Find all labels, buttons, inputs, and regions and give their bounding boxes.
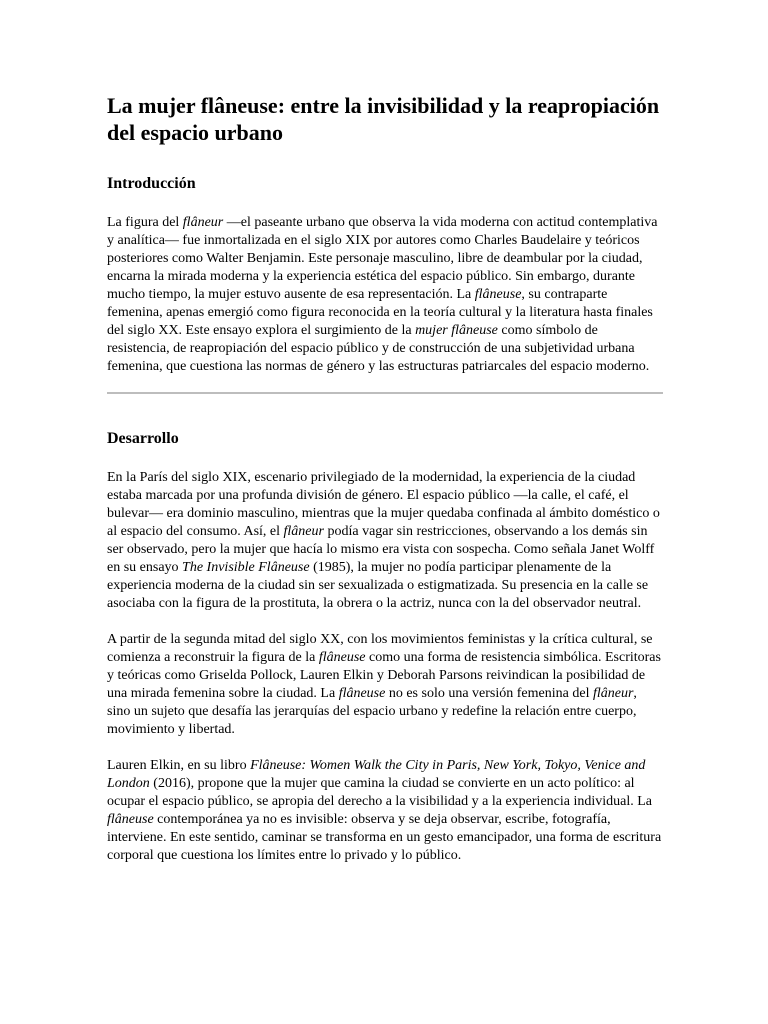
text-run: , sino un sujeto que desafía las jerarquías del espacio urbano y redefine la relación entre cuerpo, movimiento y libertad. bbox=[107, 686, 637, 737]
italic-term: Flâneuse: Women Walk the City in Paris, New York, Tokyo, Venice and London bbox=[107, 758, 646, 791]
italic-term: flâneuse bbox=[338, 686, 386, 701]
paragraph bbox=[107, 214, 663, 376]
text-run: contemporánea ya no es invisible: observa y se deja observar, escribe, fotografía, interviene. En este sentido, caminar se transforma en un gesto emancipador, una forma de escritura corporal que cuestiona los límites entre lo privado y lo público. bbox=[107, 812, 662, 863]
italic-term: The Invisible Flâneuse bbox=[182, 560, 310, 575]
document-title: La mujer flâneuse: entre la invisibilidad y la reapropiación del espacio urbano bbox=[107, 93, 660, 145]
italic-term: mujer flâneuse bbox=[415, 323, 498, 338]
italic-term: flâneuse bbox=[107, 812, 154, 827]
section-divider bbox=[107, 392, 663, 394]
italic-term: flâneur bbox=[592, 686, 634, 701]
paragraph bbox=[107, 469, 663, 613]
italic-term: flâneuse bbox=[474, 287, 522, 302]
section-heading-introduccion: Introducción bbox=[107, 175, 196, 192]
paragraph bbox=[107, 757, 663, 865]
text-run: En la París del siglo XIX, escenario privilegiado de la modernidad, la experiencia de la ciudad estaba marcada por una profunda división de género. El espacio público —la calle, el café, el bulevar— era dominio masculino, mientras que la mujer quedaba confinada al ámbito doméstico o al espacio del consumo. Así, el bbox=[107, 470, 660, 539]
document-page bbox=[107, 92, 663, 865]
text-run: —el paseante urbano que observa la vida moderna con actitud contemplativa y analítica— fue inmortalizada en el siglo XIX por autores como Charles Baudelaire y teóricos posteriores como Walter Benjamin. Este personaje masculino, libre de deambular por la ciudad, encarna la mirada moderna y la experiencia estética del espacio público. Sin embargo, durante mucho tiempo, la mujer estuvo ausente de esa representación. La bbox=[107, 215, 658, 302]
italic-term: flâneur bbox=[283, 524, 324, 539]
text-run: (2016), propone que la mujer que camina la ciudad se convierte en un acto político: al ocupar el espacio público, se apropia del derecho a la visibilidad y a la experiencia individual. La bbox=[107, 776, 653, 809]
text-run: como una forma de resistencia simbólica. Escritoras y teóricas como Griselda Pollock, Lauren Elkin y Deborah Parsons reivindican la posibilidad de una mirada femenina sobre la ciudad. La bbox=[107, 650, 661, 701]
text-run: (1985), la mujer no podía participar plenamente de la experiencia moderna de la ciudad sin ser sexualizada o estigmatizada. Su presencia en la calle se asociaba con la figura de la prostituta, la obrera o la actriz, nunca con la del observador neutral. bbox=[107, 560, 649, 611]
text-run: Lauren Elkin, en su libro bbox=[107, 758, 251, 773]
italic-term: flâneuse bbox=[318, 650, 366, 665]
section-heading-desarrollo: Desarrollo bbox=[107, 430, 179, 447]
text-run: A partir de la segunda mitad del siglo XX, con los movimientos feministas y la crítica cultural, se comienza a reconstruir la figura de la bbox=[107, 632, 653, 665]
paragraph bbox=[107, 631, 663, 739]
italic-term: flâneur bbox=[182, 215, 224, 230]
text-run: La figura del bbox=[107, 215, 183, 230]
text-run: podía vagar sin restricciones, observando a los demás sin ser observado, pero la mujer que hacía lo mismo era vista con sospecha. Como señala Janet Wolff en su ensayo bbox=[107, 524, 655, 575]
text-run: , su contraparte femenina, apenas emergió como figura reconocida en la teoría cultural y la literatura hasta finales del siglo XX. Este ensayo explora el surgimiento de la bbox=[107, 287, 653, 338]
text-run: no es solo una versión femenina del bbox=[385, 686, 593, 701]
text-run: como símbolo de resistencia, de reapropiación del espacio público y de construcción de una subjetividad urbana femenina, que cuestiona las normas de género y las estructuras patriarcales del espacio moderno. bbox=[107, 323, 650, 374]
